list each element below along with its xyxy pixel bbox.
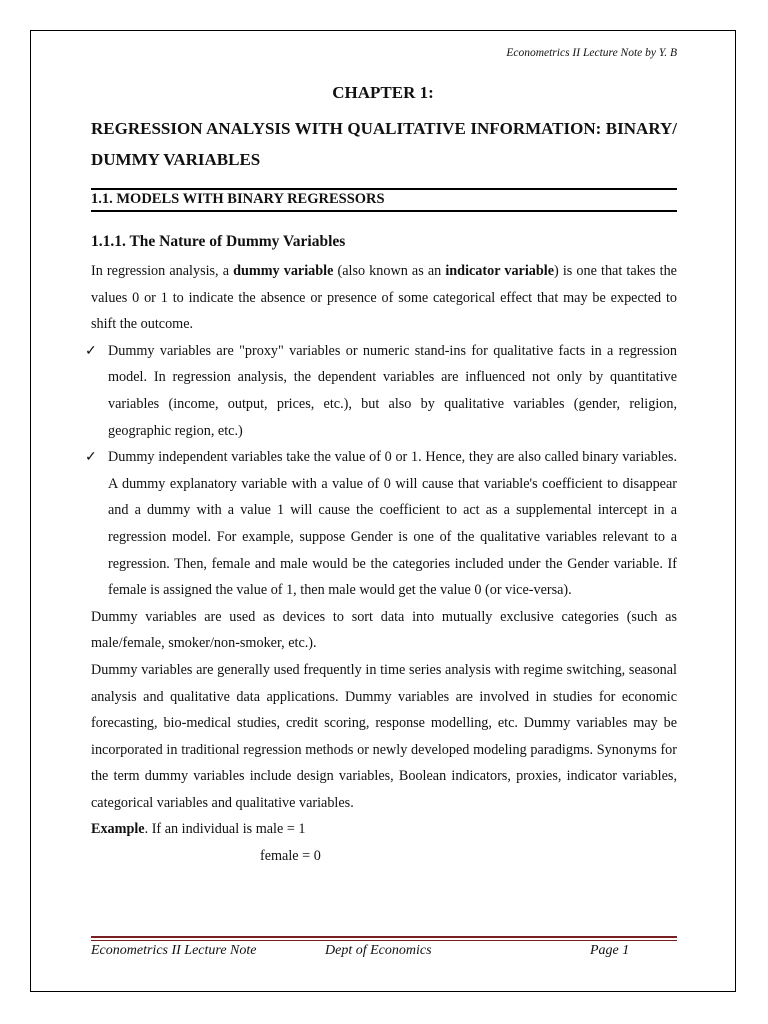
example-line-2: female = 0 [260, 848, 321, 865]
document-page [30, 30, 736, 992]
section-rule-bottom [91, 210, 677, 212]
chapter-label: CHAPTER 1: [332, 83, 434, 102]
bullet-item-2 [85, 444, 677, 604]
footer-center: Dept of Economics [325, 943, 432, 958]
intro-text-3: ) is one that takes the values 0 or 1 to indicate the absence or presence of some categorical effect that may be expected to shift the outcome. [91, 263, 677, 333]
body-text [85, 258, 677, 870]
section-rule-top [91, 188, 677, 190]
paragraph-categories: Dummy variables are used as devices to sort data into mutually exclusive categories (such as male/female, smoker/non-smoker, etc.). [91, 608, 677, 652]
example-label: Example [91, 821, 145, 838]
chapter-title: REGRESSION ANALYSIS WITH QUALITATIVE INFORMATION: BINARY/ DUMMY VARIABLES [91, 119, 677, 169]
intro-term-dummy: dummy variable [233, 263, 334, 279]
intro-term-indicator: indicator variable [445, 263, 555, 279]
intro-paragraph [91, 258, 677, 338]
footer-rule-thick [91, 936, 677, 938]
subsection-heading: 1.1.1. The Nature of Dummy Variables [91, 233, 346, 250]
bullet-text-2: Dummy independent variables take the value of 0 or 1. Hence, they are also called binary variables. A dummy explanatory variable with a value of 0 will cause that variable's coefficient to disappear and a dummy with a value 1 will cause the coefficient to act as a supplemental intercept in a regression model. For example, suppose Gender is one of the qualitative variables relevant to a regression. Then, female and male would be the categories included under the Gender variable. If female is assigned the value of 1, then male would get the value 0 (or vice-versa). [108, 449, 677, 599]
footer-rule-thin [91, 940, 677, 941]
example-line-1 [91, 816, 677, 843]
section-heading: 1.1. MODELS WITH BINARY REGRESSORS [91, 191, 385, 207]
checkmark-icon: ✓ [85, 342, 97, 359]
bullet-item-1 [85, 338, 677, 444]
footer-page-number: Page 1 [590, 943, 630, 958]
running-header: Econometrics II Lecture Note by Y. B [506, 47, 677, 59]
bullet-text-1: Dummy variables are "proxy" variables or numeric stand-ins for qualitative facts in a regression model. In regression analysis, the dependent variables are influenced not only by quantitative variables (income, output, prices, etc.), but also by qualitative variables (gender, religion, geographic region, etc.) [108, 342, 677, 439]
checkmark-icon: ✓ [85, 449, 97, 466]
example-text-1: . If an individual is male = 1 [144, 821, 306, 838]
intro-text-1: In regression analysis, a [91, 263, 234, 279]
footer-left: Econometrics II Lecture Note [91, 943, 257, 958]
paragraph-usage: Dummy variables are generally used frequently in time series analysis with regime switching, seasonal analysis and qualitative data applications. Dummy variables are involved in studies for economic forecasting, bio-medical studies, credit scoring, response modelling, etc. Dummy variables may be incorporated in traditional regression methods or newly developed modeling paradigms. Synonyms for the term dummy variables include design variables, Boolean indicators, proxies, indicator variables, categorical variables and qualitative variables. [91, 661, 677, 811]
intro-text-2: (also known as an [333, 263, 446, 279]
